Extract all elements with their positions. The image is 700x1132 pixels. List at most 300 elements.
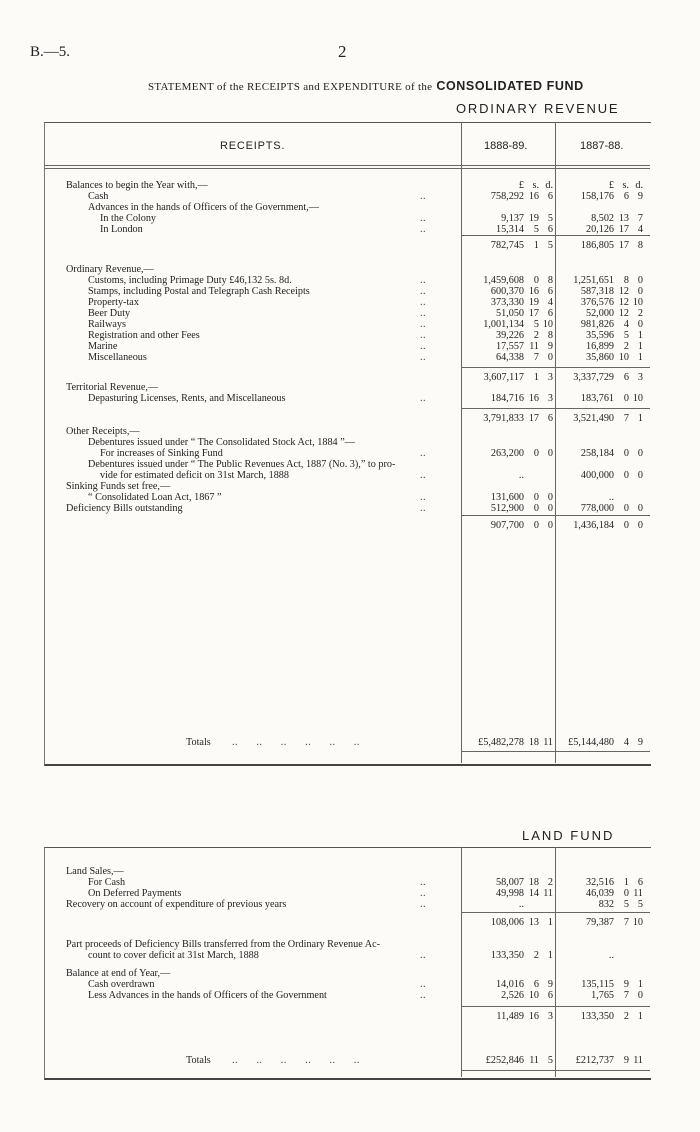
pence: 8: [547, 275, 553, 286]
pence: 5: [547, 1055, 553, 1066]
pence: 4: [637, 224, 643, 235]
amount-1887: [554, 888, 643, 899]
shillings: 1: [533, 372, 539, 383]
pence: 8: [547, 330, 553, 341]
row-label: Ordinary Revenue,—: [66, 264, 154, 275]
leader-dots: ..: [420, 492, 427, 503]
section-title-land: LAND FUND: [522, 828, 615, 843]
table-row: [0, 888, 700, 899]
shillings: 9: [623, 1055, 629, 1066]
pounds: 376,576: [580, 297, 614, 308]
amount-1887: [554, 877, 643, 888]
row-label: Balances to begin the Year with,—: [66, 180, 208, 191]
shillings-unit: s.: [532, 180, 539, 191]
section-title-ordinary: ORDINARY REVENUE: [456, 101, 620, 116]
amount-1888: [464, 413, 553, 424]
shillings: 6: [533, 979, 539, 990]
row-label: Land Sales,—: [66, 866, 124, 877]
pounds: 39,226: [495, 330, 524, 341]
shillings: 5: [533, 224, 539, 235]
table-row: [0, 180, 700, 191]
row-label: Other Receipts,—: [66, 426, 140, 437]
pence: 9: [547, 979, 553, 990]
pounds: 587,318: [580, 286, 614, 297]
amount-1887: [554, 330, 643, 341]
shillings: 16: [528, 1011, 539, 1022]
amount-1887: [554, 224, 643, 235]
pounds: 3,791,833: [483, 413, 524, 424]
pounds-unit: £: [518, 180, 524, 191]
shillings: 0: [623, 520, 629, 531]
pence: 1: [637, 330, 643, 341]
shillings: 11: [529, 1055, 539, 1066]
pounds: 1,251,651: [573, 275, 614, 286]
amount-1888: [464, 286, 553, 297]
row-label: In the Colony: [100, 213, 157, 224]
pence: 1: [547, 917, 553, 928]
shillings: 0: [533, 503, 539, 514]
pence: 6: [547, 191, 553, 202]
document-reference: B.—5.: [30, 44, 71, 60]
pounds: 263,200: [490, 448, 524, 459]
table-row: [0, 393, 700, 404]
table-row: [0, 297, 700, 308]
pounds: 79,387: [585, 917, 614, 928]
shillings: 10: [528, 990, 539, 1001]
pence: 1: [637, 979, 643, 990]
pence: 3: [547, 372, 553, 383]
pounds: £212,737: [575, 1055, 614, 1066]
pounds: 758,292: [490, 191, 524, 202]
amount-1888: [464, 240, 553, 251]
leader-dots: ..: [420, 286, 427, 297]
amount-1887: [554, 191, 643, 202]
pounds: 64,338: [495, 352, 524, 363]
pence: 1: [637, 413, 643, 424]
amount-1888: [464, 319, 553, 330]
leader-dots: ..: [420, 191, 427, 202]
leader-dots: ..: [420, 319, 427, 330]
pounds: 17,557: [495, 341, 524, 352]
shillings: 5: [533, 319, 539, 330]
shillings: 1: [623, 877, 629, 888]
leader-dots: ..: [420, 275, 427, 286]
pounds: 52,000: [585, 308, 614, 319]
shillings: 7: [623, 413, 629, 424]
pence: 0: [547, 448, 553, 459]
pounds: 373,330: [490, 297, 524, 308]
table-row: [0, 492, 700, 503]
pounds: 184,716: [490, 393, 524, 404]
leader-dots: ..: [420, 308, 427, 319]
amount-1888: [464, 917, 553, 928]
table-row: [0, 341, 700, 352]
pence: 1: [637, 352, 643, 363]
amount-1887: [554, 319, 643, 330]
table-row: [0, 899, 700, 910]
amount-1887: [554, 308, 643, 319]
shillings: 7: [623, 917, 629, 928]
amount-1887: [554, 503, 643, 514]
subtotal-rule: [461, 408, 650, 409]
row-label: Depasturing Licenses, Rents, and Miscellaneous: [88, 393, 286, 404]
pounds: 49,998: [495, 888, 524, 899]
table-row: [0, 866, 700, 877]
pence: 6: [547, 286, 553, 297]
leader-dots: ..: [420, 979, 427, 990]
pounds: 35,596: [585, 330, 614, 341]
shillings: [614, 950, 629, 961]
shillings: [524, 899, 539, 910]
pounds: 981,826: [580, 319, 614, 330]
pounds: £5,482,278: [478, 737, 524, 748]
pence: [539, 470, 553, 481]
shillings: 0: [533, 520, 539, 531]
shillings: 6: [623, 372, 629, 383]
amount-1887: [554, 1011, 643, 1022]
pounds: 58,007: [495, 877, 524, 888]
pounds: 907,700: [490, 520, 524, 531]
shillings: 0: [623, 503, 629, 514]
table-row: [0, 448, 700, 459]
pounds: 133,350: [490, 950, 524, 961]
leader-dots: ..: [420, 899, 427, 910]
leader-dots: ..: [420, 352, 427, 363]
pence: 2: [637, 308, 643, 319]
row-label: “ Consolidated Loan Act, 1867 ”: [88, 492, 222, 503]
pence: [629, 492, 643, 503]
statement-fund: CONSOLIDATED FUND: [436, 79, 584, 93]
pence: 6: [637, 877, 643, 888]
table-row: [0, 939, 700, 950]
pounds: 20,126: [585, 224, 614, 235]
amount-1888: [464, 297, 553, 308]
pounds: 832: [598, 899, 614, 910]
shillings: 10: [618, 352, 629, 363]
subtotal-row: [0, 917, 700, 928]
table-row: [0, 352, 700, 363]
amount-1888: [464, 950, 553, 961]
amount-1888: [464, 899, 553, 910]
shillings: 12: [618, 286, 629, 297]
pounds: ..: [518, 470, 524, 481]
table-row: [0, 426, 700, 437]
pounds: 14,016: [495, 979, 524, 990]
amount-1888: [464, 990, 553, 1001]
totals-amount-1887: [554, 737, 643, 748]
pence: 6: [547, 990, 553, 1001]
shillings: 12: [618, 308, 629, 319]
shillings: 2: [623, 1011, 629, 1022]
pence: 1: [637, 341, 643, 352]
shillings: 0: [623, 470, 629, 481]
table-row: [0, 319, 700, 330]
row-label: Balance at end of Year,—: [66, 968, 171, 979]
shillings-unit: s.: [622, 180, 629, 191]
pence: 2: [547, 877, 553, 888]
subtotal-row: [0, 1011, 700, 1022]
pounds: 135,115: [581, 979, 614, 990]
header-rule: [44, 165, 650, 166]
row-label: count to cover deficit at 31st March, 1888: [88, 950, 259, 961]
amount-1888: [464, 503, 553, 514]
row-label: Railways: [88, 319, 126, 330]
row-label: Debentures issued under “ The Consolidated Stock Act, 1884 ”—: [88, 437, 355, 448]
shillings: 17: [618, 240, 629, 251]
pence: 5: [547, 240, 553, 251]
pounds: 3,607,117: [483, 372, 524, 383]
row-label: Registration and other Fees: [88, 330, 200, 341]
shillings: 7: [623, 990, 629, 1001]
pounds: ..: [518, 899, 524, 910]
pounds: 782,745: [490, 240, 524, 251]
pence: 0: [547, 503, 553, 514]
pence: 3: [547, 393, 553, 404]
totals-rule: [461, 751, 650, 752]
amount-1887: [554, 950, 643, 961]
pounds: £252,846: [485, 1055, 524, 1066]
pence: 0: [637, 520, 643, 531]
totals-label: Totals: [186, 737, 211, 748]
amount-1888: [464, 393, 553, 404]
shillings: 13: [618, 213, 629, 224]
leader-dots: ..: [420, 888, 427, 899]
subtotal-rule: [461, 367, 650, 368]
amount-1887: [554, 341, 643, 352]
amount-1887: [554, 240, 643, 251]
leader-dots: ..: [420, 213, 427, 224]
pounds: 131,600: [490, 492, 524, 503]
table-row: [0, 877, 700, 888]
shillings: 16: [528, 191, 539, 202]
row-label: For increases of Sinking Fund: [100, 448, 223, 459]
pence: 1: [547, 950, 553, 961]
amount-1887: [554, 297, 643, 308]
totals-amount-1888: [464, 737, 553, 748]
pence: 0: [637, 448, 643, 459]
pence: 4: [547, 297, 553, 308]
row-label: Deficiency Bills outstanding: [66, 503, 183, 514]
table-row: [0, 191, 700, 202]
pounds: 778,000: [580, 503, 614, 514]
leader-dots: ..: [420, 393, 427, 404]
subtotal-rule: [461, 1006, 650, 1007]
pence: 9: [637, 737, 643, 748]
pence: 10: [632, 393, 643, 404]
pence: 11: [633, 888, 643, 899]
shillings: 16: [528, 393, 539, 404]
subtotal-rule: [461, 515, 650, 516]
pence: 6: [547, 308, 553, 319]
leader-dots: ..: [420, 297, 427, 308]
row-label: Property-tax: [88, 297, 139, 308]
pence-unit: d.: [545, 180, 553, 191]
leader-dots: .. .. .. .. .. ..: [232, 737, 360, 748]
leader-dots: ..: [420, 341, 427, 352]
shillings: 17: [528, 308, 539, 319]
shillings: 19: [528, 213, 539, 224]
pence: 3: [637, 372, 643, 383]
amount-1888: [464, 275, 553, 286]
amount-1888: [464, 520, 553, 531]
pence: 10: [632, 297, 643, 308]
pounds: 108,006: [490, 917, 524, 928]
row-label: For Cash: [88, 877, 126, 888]
pence: 9: [547, 341, 553, 352]
leader-dots: ..: [420, 470, 427, 481]
pence: 6: [547, 413, 553, 424]
subtotal-rule: [461, 235, 650, 236]
pounds: 8,502: [591, 213, 614, 224]
row-label: vide for estimated deficit on 31st March, 1888: [100, 470, 289, 481]
table-row: [0, 950, 700, 961]
row-label: Miscellaneous: [88, 352, 147, 363]
amount-1887: [554, 979, 643, 990]
amount-1887: [554, 899, 643, 910]
row-label: Cash overdrawn: [88, 979, 155, 990]
amount-1888: [464, 308, 553, 319]
totals-amount-1887: [554, 1055, 643, 1066]
table-row: [0, 264, 700, 275]
pence: 0: [637, 470, 643, 481]
statement-title: [148, 77, 584, 95]
pence: 0: [547, 520, 553, 531]
pounds: 9,137: [501, 213, 524, 224]
shillings: 13: [528, 917, 539, 928]
shillings: 8: [623, 275, 629, 286]
leader-dots: ..: [420, 990, 427, 1001]
leader-dots: ..: [420, 877, 427, 888]
pence: 0: [547, 492, 553, 503]
totals-label: Totals: [186, 1055, 211, 1066]
pounds: 186,805: [580, 240, 614, 251]
pence: 0: [637, 286, 643, 297]
amount-1887: [554, 286, 643, 297]
row-label: On Deferred Payments: [88, 888, 182, 899]
pounds: 35,860: [585, 352, 614, 363]
amount-1888: [464, 330, 553, 341]
shillings: 4: [623, 319, 629, 330]
shillings: 7: [533, 352, 539, 363]
shillings: 0: [533, 448, 539, 459]
pounds: 16,899: [585, 341, 614, 352]
amount-1887: [554, 448, 643, 459]
pence: 0: [637, 275, 643, 286]
amount-1888: [464, 888, 553, 899]
amount-1888: [464, 979, 553, 990]
amount-1887: [554, 413, 643, 424]
shillings: 0: [533, 275, 539, 286]
pounds: 1,459,608: [483, 275, 524, 286]
shillings: 1: [533, 240, 539, 251]
pence: 3: [547, 1011, 553, 1022]
statement-prefix: STATEMENT of the RECEIPTS and EXPENDITURE of the: [148, 81, 433, 93]
shillings: 14: [528, 888, 539, 899]
shillings: 0: [533, 492, 539, 503]
pence: [539, 899, 553, 910]
pounds: 1,765: [591, 990, 614, 1001]
pence: 5: [547, 213, 553, 224]
pounds: 1,436,184: [573, 520, 614, 531]
table-row: [0, 286, 700, 297]
leader-dots: ..: [420, 224, 427, 235]
subtotal-row: [0, 413, 700, 424]
amount-1888: [464, 191, 553, 202]
table-row: [0, 437, 700, 448]
shillings: 17: [528, 413, 539, 424]
row-label: Debentures issued under “ The Public Revenues Act, 1887 (No. 3),” to pro-: [88, 459, 396, 470]
amount-1888: [464, 1011, 553, 1022]
amount-1887: [554, 393, 643, 404]
amount-1887: [554, 492, 643, 503]
amount-1887: [554, 990, 643, 1001]
pence: 10: [542, 319, 553, 330]
pounds: £5,144,480: [568, 737, 614, 748]
pounds: 258,184: [580, 448, 614, 459]
amount-1888: [464, 470, 553, 481]
shillings: 19: [528, 297, 539, 308]
pounds: 11,489: [496, 1011, 524, 1022]
shillings: 5: [623, 330, 629, 341]
pounds-unit: £: [608, 180, 614, 191]
row-label: Territorial Revenue,—: [66, 382, 159, 393]
amount-1888: [464, 213, 553, 224]
shillings: 0: [623, 393, 629, 404]
shillings: [524, 470, 539, 481]
shillings: 0: [623, 448, 629, 459]
pounds: 133,350: [580, 1011, 614, 1022]
table-row: [0, 481, 700, 492]
pence: 11: [543, 737, 553, 748]
pounds: ..: [608, 492, 614, 503]
pounds: 46,039: [585, 888, 614, 899]
shillings: 0: [623, 888, 629, 899]
shillings: 17: [618, 224, 629, 235]
shillings: 5: [623, 899, 629, 910]
pence: 7: [637, 213, 643, 224]
amount-1887: [554, 470, 643, 481]
pence: 0: [637, 503, 643, 514]
row-label: Customs, including Primage Duty £46,132 5s. 8d.: [88, 275, 292, 286]
table-row: [0, 470, 700, 481]
column-header-1888-89: 1888-89.: [484, 140, 528, 152]
pence: 8: [637, 240, 643, 251]
ordinary-totals-row: [0, 737, 700, 748]
amount-1888: [464, 492, 553, 503]
amount-1888: [464, 352, 553, 363]
pounds: 51,050: [495, 308, 524, 319]
table-row: [0, 308, 700, 319]
pence: 10: [632, 917, 643, 928]
amount-1888: [464, 224, 553, 235]
row-label: Part proceeds of Deficiency Bills transferred from the Ordinary Revenue Ac-: [66, 939, 380, 950]
table-row: [0, 202, 700, 213]
table-row: [0, 330, 700, 341]
table-row: [0, 224, 700, 235]
pence: 6: [547, 224, 553, 235]
row-label: Beer Duty: [88, 308, 131, 319]
header-rule: [44, 168, 650, 169]
amount-1887: [554, 213, 643, 224]
shillings: 16: [528, 286, 539, 297]
row-label: Less Advances in the hands of Officers of the Government: [88, 990, 327, 1001]
subtotal-row: [0, 240, 700, 251]
totals-amount-1888: [464, 1055, 553, 1066]
shillings: 6: [623, 191, 629, 202]
row-label: Sinking Funds set free,—: [66, 481, 171, 492]
pounds: 158,176: [580, 191, 614, 202]
subtotal-row: [0, 520, 700, 531]
